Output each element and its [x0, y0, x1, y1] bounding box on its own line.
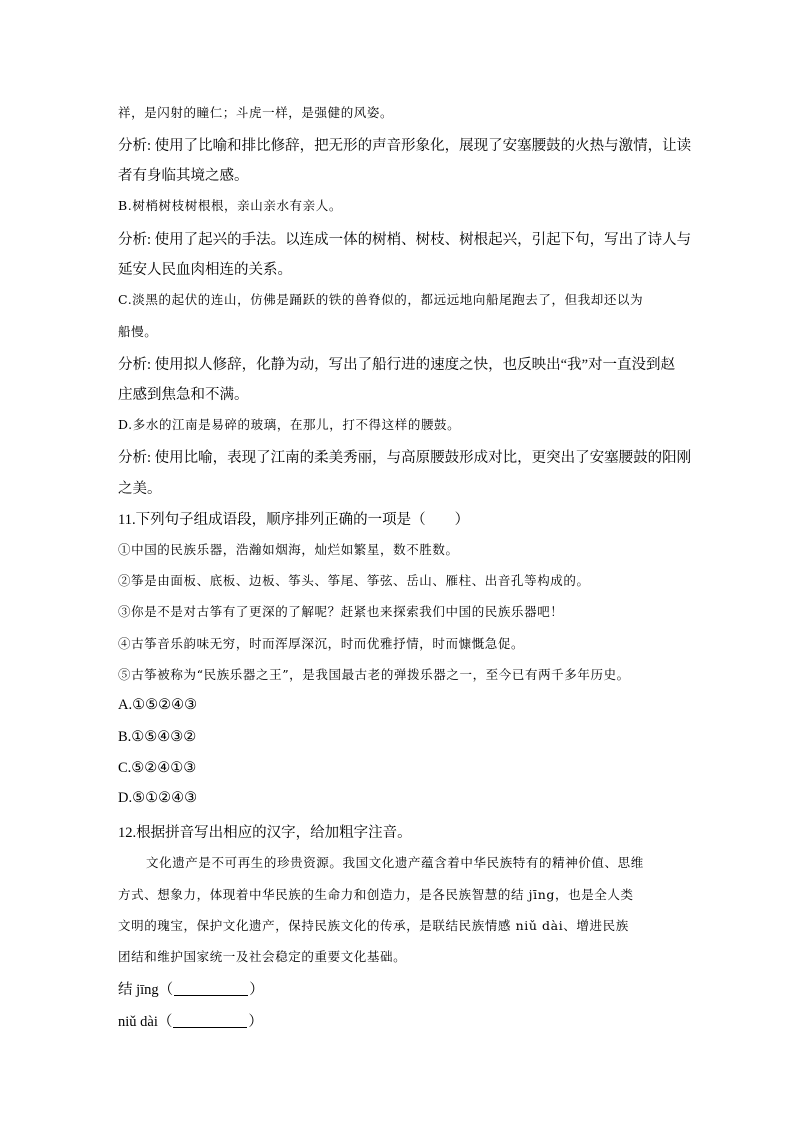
- question-11-title: 11.下列句子组成语段，顺序排列正确的一项是（ ）: [118, 512, 470, 528]
- question-12-title: 12.根据拼音写出相应的汉字，给加粗字注音。: [118, 825, 412, 841]
- answer-niudai-row: [118, 1010, 263, 1031]
- option-d: D.⑤①②④③: [118, 790, 198, 806]
- passage-line1: 文化遗产是不可再生的珍贵资源。我国文化遗产蕴含着中华民族特有的精神价值、思维: [146, 855, 644, 870]
- analysis-c-line1: 分析: 使用拟人修辞，化静为动，写出了船行进的速度之快，也反映出“我”对一直没到赵: [118, 357, 676, 373]
- answer-jing-close: ）: [249, 982, 264, 998]
- sentence-2: ②筝是由面板、底板、边板、筝头、筝尾、筝弦、岳山、雁柱、出音孔等构成的。: [118, 573, 590, 588]
- example-c-line1: C.淡黑的起伏的连山，仿佛是踊跃的铁的兽脊似的，都远远地向船尾跑去了，但我却还以为: [118, 292, 644, 307]
- analysis-b-line2: 延安人民血肉相连的关系。: [118, 262, 292, 278]
- example-c-line2: 船慢。: [118, 324, 158, 339]
- analysis-a-line2: 者有身临其境之感。: [118, 168, 249, 184]
- analysis-d-line1: 分析: 使用比喻，表现了江南的柔美秀丽，与高原腰鼓形成对比，更突出了安塞腰鼓的阳刚: [118, 450, 692, 466]
- passage-line4: 团结和维护国家统一及社会稳定的重要文化基础。: [118, 949, 407, 964]
- passage-line3: 文明的瑰宝，保护文化遗产，保持民族文化的传承，是联结民族情感 niǔ dài、增进民族: [118, 918, 629, 933]
- option-a: A.①⑤②④③: [118, 697, 198, 713]
- option-c: C.⑤②④①③: [118, 760, 197, 776]
- answer-jing-row: [118, 978, 264, 999]
- example-b: B.树梢树枝树根根，亲山亲水有亲人。: [118, 198, 342, 213]
- example-d: D.多水的江南是易碎的玻璃，在那儿，打不得这样的腰鼓。: [118, 417, 461, 432]
- example-a-tail: 祥，是闪射的瞳仁；斗虎一样，是强健的风姿。: [118, 105, 394, 120]
- answer-niudai-blank[interactable]: [173, 1015, 247, 1028]
- sentence-5: ⑤古筝被称为“民族乐器之王”，是我国最古老的弹拨乐器之一，至今已有两千多年历史。: [118, 667, 630, 682]
- analysis-a-line1: 分析: 使用了比喻和排比修辞，把无形的声音形象化，展现了安塞腰鼓的火热与激情，让读: [118, 138, 692, 154]
- option-b: B.①⑤④③②: [118, 729, 197, 745]
- answer-jing-blank[interactable]: [174, 983, 248, 996]
- answer-jing-label: 结 jīng（: [118, 982, 174, 998]
- sentence-3: ③你是不是对古筝有了更深的了解呢？赶紧也来探索我们中国的民族乐器吧！: [118, 604, 564, 619]
- analysis-d-line2: 之美。: [118, 481, 162, 497]
- analysis-c-line2: 庄感到焦急和不满。: [118, 387, 249, 403]
- answer-niudai-close: ）: [248, 1014, 263, 1030]
- sentence-4: ④古筝音乐韵味无穷，时而浑厚深沉，时而优雅抒情，时而慷慨急促。: [118, 636, 525, 651]
- sentence-1: ①中国的民族乐器，浩瀚如烟海，灿烂如繁星，数不胜数。: [118, 542, 459, 557]
- answer-niudai-label: niǔ dài（: [118, 1014, 173, 1030]
- passage-line2: 方式、想象力，体现着中华民族的生命力和创造力，是各民族智慧的结 jīng，也是全人类: [118, 887, 634, 902]
- analysis-b-line1: 分析: 使用了起兴的手法。以连成一体的树梢、树枝、树根起兴，引起下句，写出了诗人与: [118, 232, 692, 248]
